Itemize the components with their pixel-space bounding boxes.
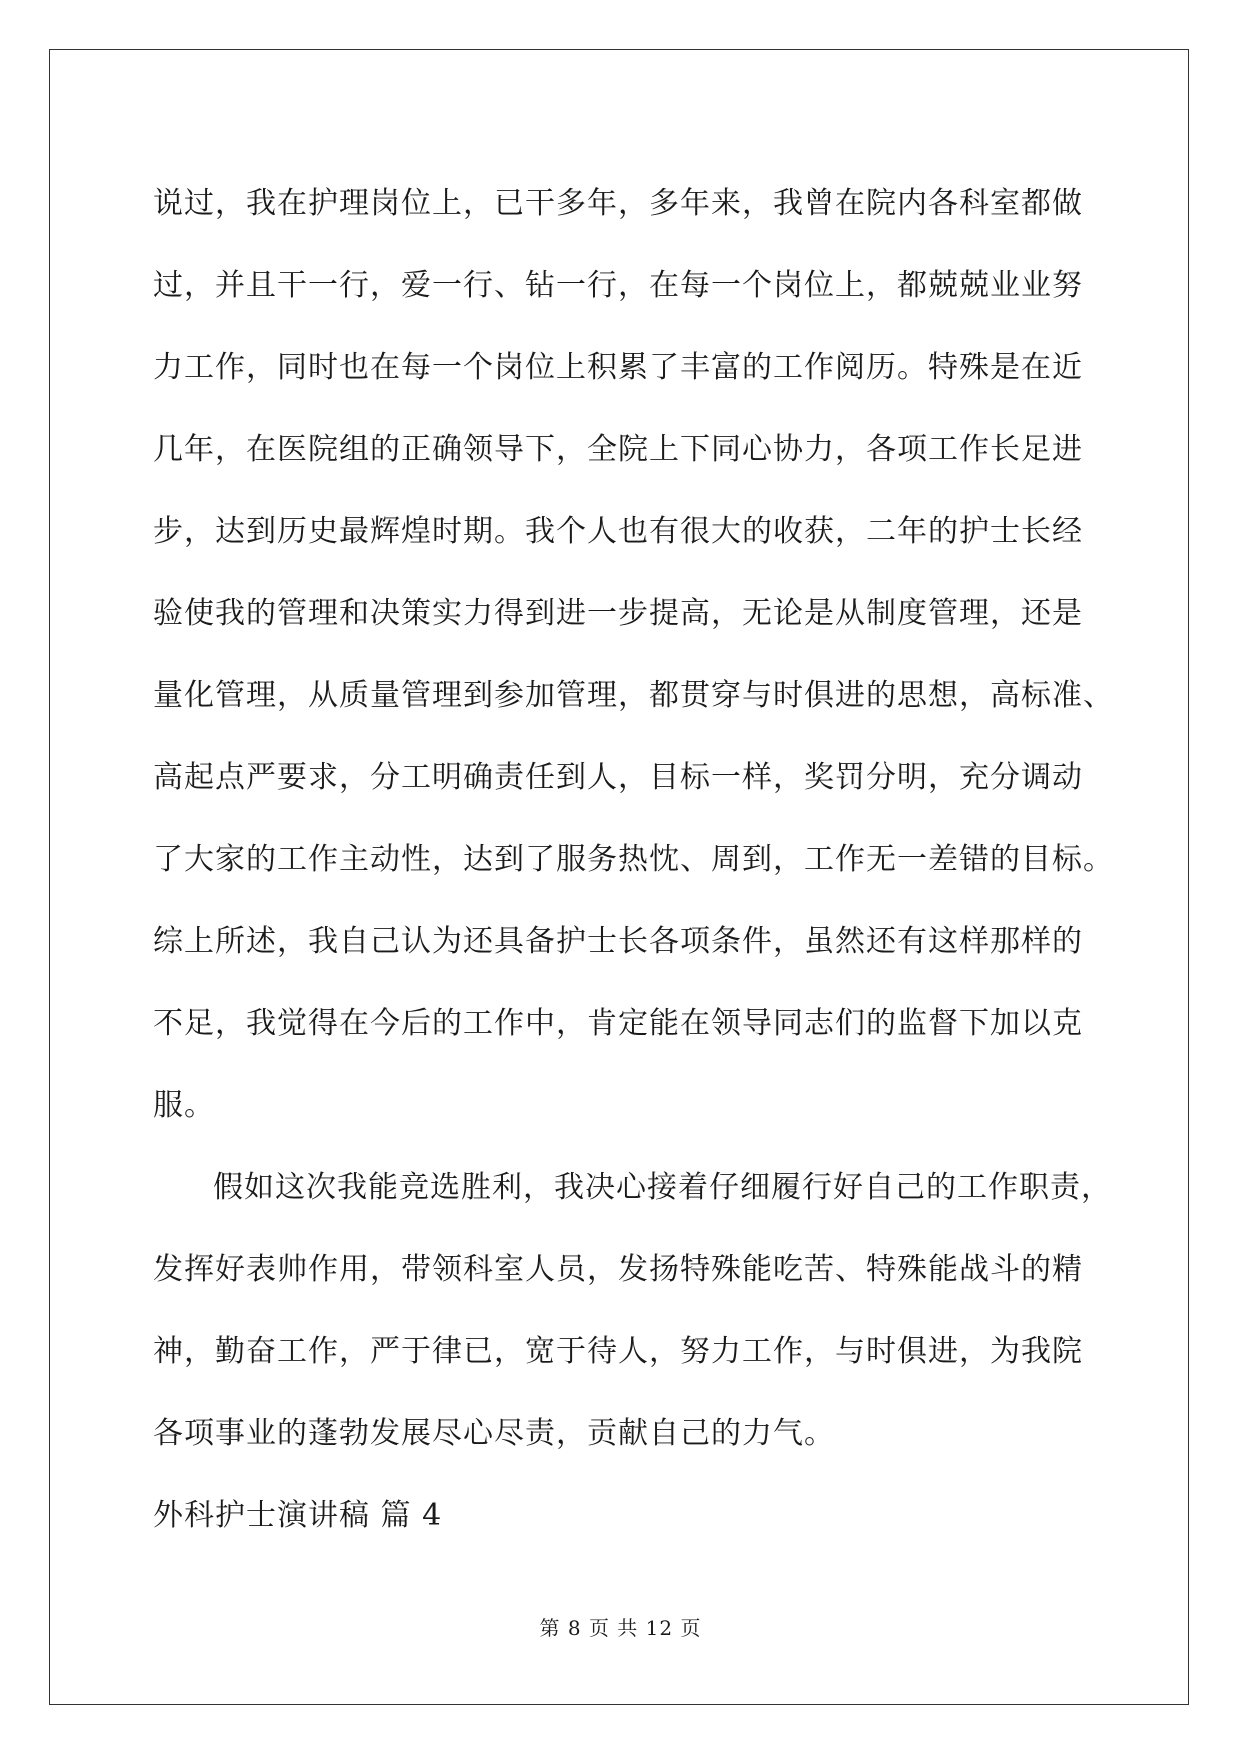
text-line: 假如这次我能竞选胜利，我决心接着仔细履行好自己的工作职责， <box>213 1170 1112 1205</box>
text-line: 服。 <box>153 1088 215 1123</box>
text-line: 不足，我觉得在今后的工作中，肯定能在领导同志们的监督下加以克 <box>153 1006 1083 1041</box>
text-line: 几年，在医院组的正确领导下，全院上下同心协力，各项工作长足进 <box>153 432 1083 467</box>
paragraph-1 <box>153 163 1114 1147</box>
text-line: 量化管理，从质量管理到参加管理，都贯穿与时俱进的思想，高标准、 <box>153 678 1114 713</box>
text-line: 力工作，同时也在每一个岗位上积累了丰富的工作阅历。特殊是在近 <box>153 350 1083 385</box>
section-heading: 外科护士演讲稿 篇 4 <box>153 1498 443 1533</box>
text-line: 了大家的工作主动性，达到了服务热忱、周到，工作无一差错的目标。 <box>153 842 1114 877</box>
text-line: 高起点严要求，分工明确责任到人，目标一样，奖罚分明，充分调动 <box>153 760 1083 795</box>
text-line: 综上所述，我自己认为还具备护士长各项条件，虽然还有这样那样的 <box>153 924 1083 959</box>
text-line: 过，并且干一行，爱一行、钻一行，在每一个岗位上，都兢兢业业努 <box>153 268 1083 303</box>
page-number-footer: 第 8 页 共 12 页 <box>539 1616 702 1640</box>
text-line: 步，达到历史最辉煌时期。我个人也有很大的收获，二年的护士长经 <box>153 514 1083 549</box>
text-line: 神，勤奋工作，严于律已，宽于待人，努力工作，与时俱进，为我院 <box>153 1334 1083 1369</box>
text-line: 说过，我在护理岗位上，已干多年，多年来，我曾在院内各科室都做 <box>153 186 1083 221</box>
text-line: 验使我的管理和决策实力得到进一步提高，无论是从制度管理，还是 <box>153 596 1083 631</box>
document-body <box>153 163 1114 1557</box>
text-line: 各项事业的蓬勃发展尽心尽责，贡献自己的力气。 <box>153 1416 835 1451</box>
text-line: 发挥好表帅作用，带领科室人员，发扬特殊能吃苦、特殊能战斗的精 <box>153 1252 1083 1287</box>
paragraph-2 <box>153 1147 1112 1475</box>
